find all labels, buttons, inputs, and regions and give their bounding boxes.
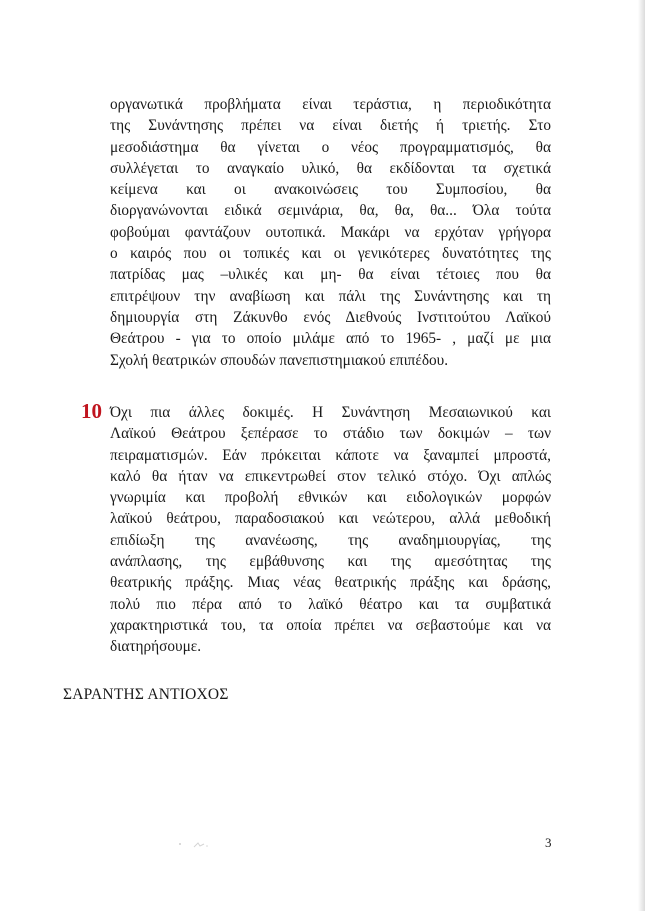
paragraph-line: γνωριμία και προβολή εθνικών και ειδολογικών μορφών xyxy=(110,489,551,507)
paragraph-line: της Συνάντησης πρέπει να είναι διετής ή τριετής. Στο xyxy=(110,117,551,135)
paragraph-line: χαρακτηριστικά του, τα οποία πρέπει να σεβαστούμε και να xyxy=(110,616,551,634)
paragraph-line: οργανωτικά προβλήματα είναι τεράστια, η περιοδικότητα xyxy=(110,96,551,113)
paragraph-line: Θεάτρου - για το οποίο μιλάμε από το 1965- , μαζί με μια xyxy=(110,330,551,348)
paragraph-line: πολύ πιο πέρα από το λαϊκό θέατρο και τα συμβατικά xyxy=(110,595,551,613)
paragraph-line: ανάπλασης, της εμβάθυνσης και της αμεσότητας της xyxy=(110,553,551,571)
paragraph-line: επιτρέψουν την αναβίωση και πάλι της Συνάντησης και τη xyxy=(110,287,551,305)
section-number: 10 xyxy=(81,399,102,423)
paragraph-line: δημιουργία στη Ζάκυνθο ενός Διεθνούς Ινστιτούτου Λαϊκού xyxy=(110,308,551,326)
paragraph-line: Λαϊκού Θεάτρου ξεπέρασε το στάδιο των δοκιμών – των xyxy=(110,425,551,443)
paragraph-line: καλό θα ήταν να επικεντρωθεί στον τελικό στόχο. Όχι απλώς xyxy=(110,467,551,485)
paragraph-line: λαϊκού θεάτρου, παραδοσιακού και νεώτερου, αλλά μεθοδική xyxy=(110,510,551,528)
author-signature: ΣΑΡΑΝΤΗΣ ΑΝΤΙΟΧΟΣ xyxy=(63,686,229,703)
paragraph-line: διοργανώνονται ειδικά σεμινάρια, θα, θα, θα... Όλα τούτα xyxy=(110,202,551,220)
paragraph-2 xyxy=(110,402,551,658)
paragraph-line: φοβούμαι φαντάζουν ουτοπικά. Μακάρι να ερχόταν γρήγορα xyxy=(110,223,551,241)
paragraph-line: Όχι πια άλλες δοκιμές. Η Συνάντηση Μεσαιωνικού και xyxy=(110,404,551,421)
paragraph-line: Σχολή θεατρικών σπουδών πανεπιστημιακού επιπέδου. xyxy=(110,351,449,369)
scan-smudge-mark xyxy=(176,840,216,850)
paragraph-line: πατρίδας μας –υλικές και μη- θα είναι τέτοιες που θα xyxy=(110,266,551,284)
page-edge-shadow xyxy=(638,0,645,911)
paragraph-1 xyxy=(110,94,551,371)
paragraph-line: πειραματισμών. Εάν πρόκειται κάποτε να ξαναμπεί μπροστά, xyxy=(110,446,551,464)
paragraph-line: μεσοδιάστημα θα γίνεται ο νέος προγραμματισμός, θα xyxy=(110,138,551,156)
paragraph-line: ο καιρός που οι τοπικές και οι γενικότερες δυνατότητες της xyxy=(110,245,551,263)
paragraph-line: επιδίωξη της ανανέωσης, της αναδημιουργίας, της xyxy=(110,531,551,549)
paragraph-line: συλλέγεται το αναγκαίο υλικό, θα εκδίδονται τα σχετικά xyxy=(110,159,551,177)
page-number: 3 xyxy=(545,835,552,850)
paragraph-line: θεατρικής πράξης. Μιας νέας θεατρικής πράξης και δράσης, xyxy=(110,574,551,592)
paragraph-line: διατηρήσουμε. xyxy=(110,638,202,656)
paragraph-line: κείμενα και οι ανακοινώσεις του Συμποσίου, θα xyxy=(110,181,551,199)
